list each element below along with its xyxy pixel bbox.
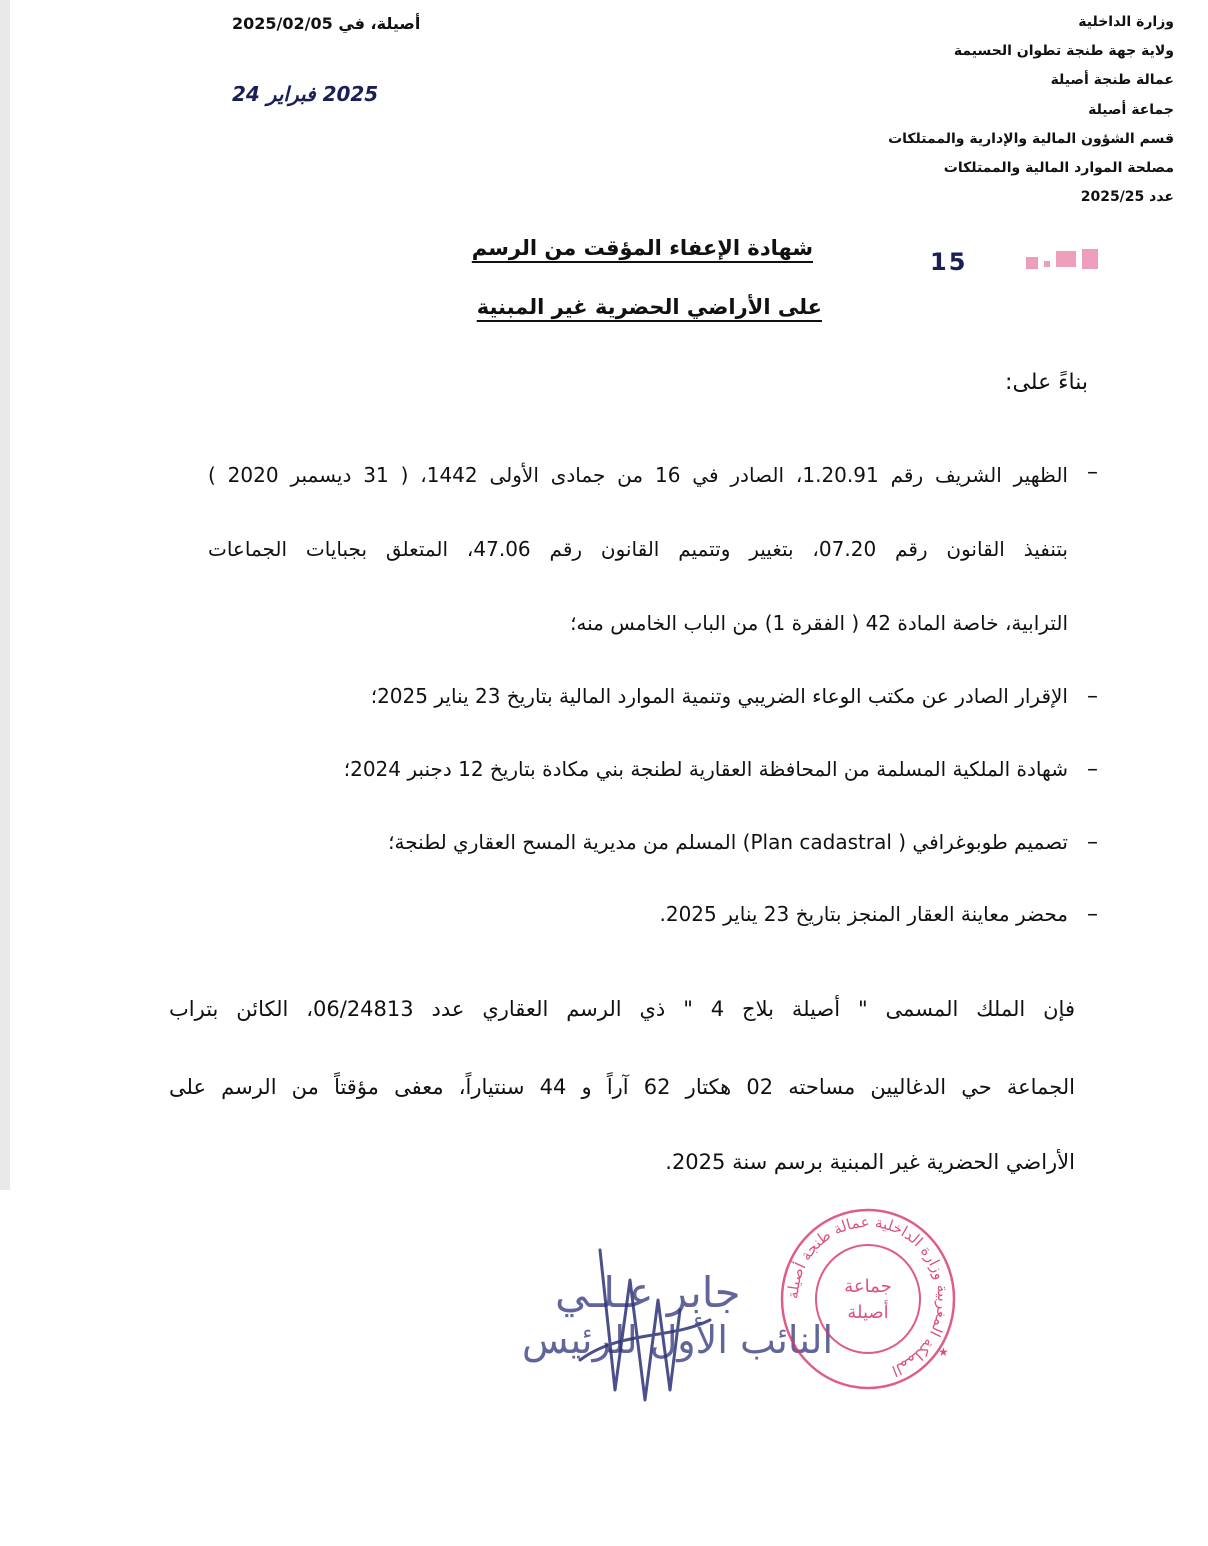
bullet-dash: –	[1087, 830, 1098, 855]
conclusion-line: الأراضي الحضرية غير المبنية برسم سنة 2025.	[665, 1150, 1075, 1174]
conclusion-paragraph	[169, 970, 1075, 1126]
handwritten-signature-icon	[560, 1240, 720, 1410]
svg-text:★: ★	[938, 1345, 949, 1359]
document-title-line-1: شهادة الإعفاء المؤقت من الرسم	[471, 236, 813, 260]
conclusion-line: الجماعة حي الدغاليين مساحته 02 هكتار 62 آراً و 44 سنتياراً، معفى مؤقتاً من الرسم على	[169, 1075, 1075, 1099]
reference-number: عدد 2025/25	[1080, 189, 1174, 206]
document-title-line-2: على الأراضي الحضرية غير المبنية	[476, 295, 822, 319]
list-item-line: الترابية، خاصة المادة 42 ( الفقرة 1) من الباب الخامس منه؛	[570, 611, 1068, 635]
pink-stamp-fragment-icon	[1022, 247, 1102, 273]
bullet-dash: –	[1087, 902, 1098, 927]
list-item	[208, 438, 1068, 660]
based-on-label: بناءً على:	[1005, 370, 1088, 395]
conclusion-line: فإن الملك المسمى " أصيلة بلاج 4 " ذي الرسم العقاري عدد 06/24813، الكائن بتراب	[169, 997, 1075, 1021]
header-line: قسم الشؤون المالية والإدارية والممتلكات	[888, 130, 1174, 147]
seal-inner-text: جماعة	[844, 1276, 892, 1297]
register-number: 15	[930, 248, 968, 276]
signatory-title: النائب الأول للرئيس	[522, 1318, 834, 1362]
list-item-line: بتنفيذ القانون رقم 07.20، بتغيير وتتميم القانون رقم 47.06، المتعلق بجبايات الجماعات	[208, 537, 1069, 561]
received-date-stamp: 2025 فبراير 24	[232, 82, 379, 106]
seal-inner-text: أصيلة	[847, 1302, 889, 1323]
issuer-header	[888, 8, 1174, 212]
list-item: الإقرار الصادر عن مكتب الوعاء الضريبي وتنمية الموارد المالية بتاريخ 23 يناير 2025؛	[370, 684, 1068, 708]
bullet-dash: –	[1087, 757, 1098, 782]
official-seal-icon	[778, 1206, 958, 1392]
list-item: تصميم طوبوغرافي ( Plan cadastral) المسلم من مديرية المسح العقاري لطنجة؛	[388, 830, 1068, 854]
header-line: ولاية جهة طنجة تطوان الحسيمة	[953, 43, 1174, 60]
header-line: جماعة أصيلة	[1088, 101, 1174, 118]
list-item: محضر معاينة العقار المنجز بتاريخ 23 يناير 2025.	[659, 902, 1068, 926]
list-item: شهادة الملكية المسلمة من المحافظة العقارية لطنجة بني مكادة بتاريخ 12 دجنبر 2024؛	[343, 757, 1068, 781]
seal-outer-text: المملكة المغربية وزارة الداخلية عمالة طنجة أصيلة	[783, 1212, 953, 1381]
bullet-dash: –	[1087, 684, 1098, 709]
header-line: مصلحة الموارد المالية والممتلكات	[943, 160, 1174, 177]
header-line: وزارة الداخلية	[1078, 14, 1174, 30]
signatory-name: جابر عـلـي	[555, 1268, 741, 1317]
header-line: عمالة طنجة أصيلة	[1050, 72, 1174, 89]
list-item-line: الظهير الشريف رقم 1.20.91، الصادر في 16 من جمادى الأولى 1442، ( 31 ديسمبر 2020 )	[208, 463, 1068, 487]
place-date: أصيلة، في 2025/02/05	[232, 14, 421, 33]
bullet-dash: –	[1087, 460, 1098, 485]
scan-edge	[0, 0, 10, 1190]
